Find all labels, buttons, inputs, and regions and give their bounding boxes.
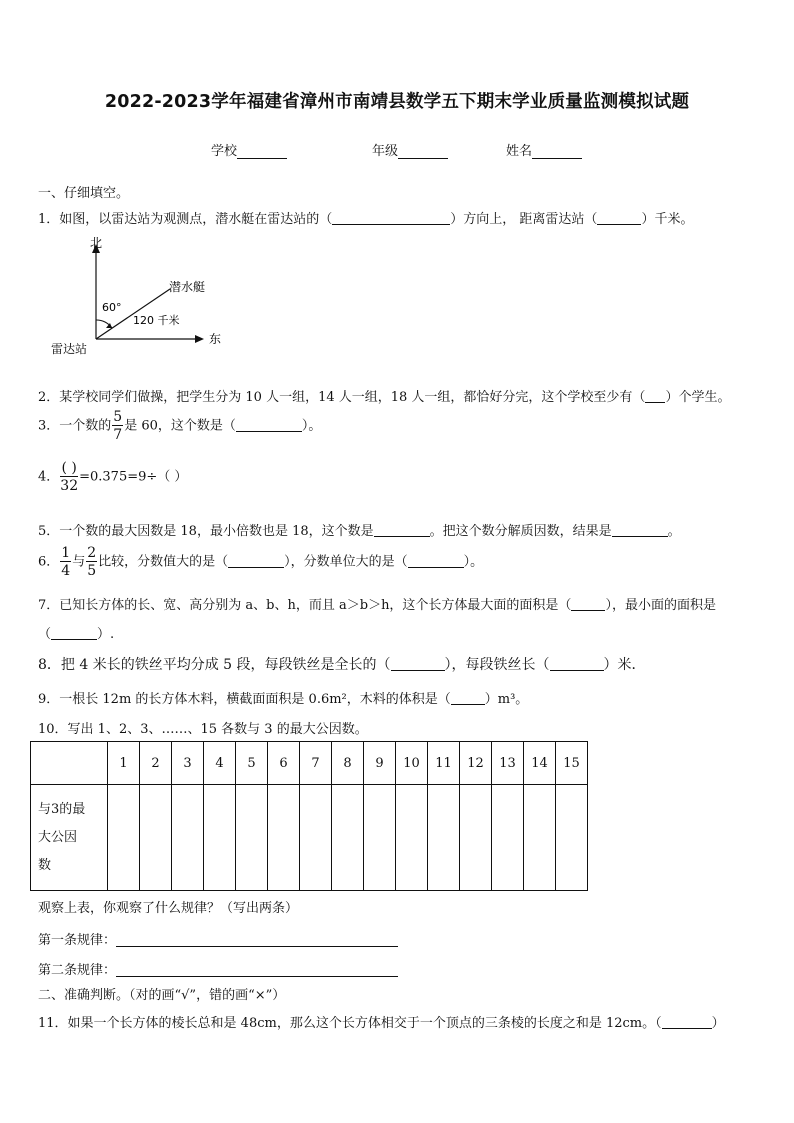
q5-blank-factorization[interactable]	[612, 523, 668, 537]
q3-text-b: 是 60，这个数是（	[124, 418, 236, 434]
q4-text: =0.375=9÷（ ）	[79, 469, 188, 485]
q6-fraction-1-denominator: 4	[61, 563, 71, 579]
question-1	[38, 208, 693, 227]
q4-fraction-denominator: 32	[60, 478, 79, 494]
rule-1	[38, 929, 398, 948]
q8-text-c: ）米．	[603, 657, 646, 673]
table-header-cell: 1	[108, 742, 140, 785]
answer-cell[interactable]	[492, 785, 524, 891]
q8-blank-fraction[interactable]	[391, 657, 445, 671]
q7-blank-largest[interactable]	[571, 597, 605, 611]
q1-blank-direction[interactable]	[332, 211, 450, 225]
table-header-cell: 3	[172, 742, 204, 785]
row-label-line: 与3的最	[38, 801, 86, 817]
school-label: 学校	[211, 144, 238, 159]
distance-label: 120 千米	[133, 314, 180, 327]
table-header-cell: 7	[300, 742, 332, 785]
grade-blank[interactable]	[398, 144, 448, 159]
grade-label: 年级	[372, 144, 399, 159]
q7-text-d: ）.	[97, 627, 115, 642]
q8-text-b: ），每段铁丝长（	[444, 657, 550, 673]
answer-cell[interactable]	[364, 785, 396, 891]
q6-text-b: ），分数单位大的是（	[284, 554, 408, 570]
question-number: 9．	[38, 692, 60, 707]
q3-fraction-denominator: 7	[113, 427, 123, 443]
angle-label: 60°	[102, 301, 122, 314]
rule-2-label: 第二条规律：	[38, 963, 117, 978]
question-number: 4．	[38, 469, 60, 485]
name-blank[interactable]	[532, 144, 582, 159]
q7-text-b: ），最小面的面积是	[605, 598, 716, 613]
table-header-cell: 6	[268, 742, 300, 785]
question-8	[38, 654, 646, 674]
q11-text-a: 如果一个长方体的棱长总和是 48cm，那么这个长方体相交于一个顶点的三条棱的长度之和是 12cm。（	[67, 1016, 662, 1031]
table-header-cell: 15	[556, 742, 588, 785]
q4-fraction	[60, 461, 78, 493]
q6-fraction-2	[86, 546, 97, 578]
school-blank[interactable]	[237, 144, 287, 159]
answer-cell[interactable]	[108, 785, 140, 891]
question-9	[38, 688, 528, 707]
row-label-line: 大公因	[38, 829, 78, 845]
question-7	[38, 594, 716, 613]
q3-fraction	[112, 410, 123, 442]
q1-text-c: ）千米。	[641, 212, 694, 227]
question-number: 3．	[38, 418, 60, 434]
table-header-cell: 4	[204, 742, 236, 785]
q6-fraction-1	[60, 546, 71, 578]
q6-fraction-1-numerator: 1	[61, 545, 71, 561]
rule-1-answer-line[interactable]	[116, 933, 398, 947]
question-number: 8．	[38, 657, 61, 673]
submarine-label: 潜水艇	[169, 280, 206, 294]
q8-blank-length[interactable]	[550, 657, 604, 671]
table-header-cell: 9	[364, 742, 396, 785]
q8-text-a: 把 4 米长的铁丝平均分成 5 段，每段铁丝是全长的（	[60, 657, 391, 673]
q6-fraction-2-numerator: 2	[87, 545, 97, 561]
q5-text-a: 一个数的最大因数是 18，最小倍数也是 18，这个数是	[59, 524, 374, 539]
answer-cell[interactable]	[140, 785, 172, 891]
q6-text-c: ）。	[463, 554, 484, 570]
question-6	[38, 546, 483, 578]
answer-cell[interactable]	[300, 785, 332, 891]
section-1-heading: 一、仔细填空。	[38, 186, 130, 201]
q3-fraction-numerator: 5	[113, 409, 123, 425]
question-10	[38, 718, 368, 737]
answer-cell[interactable]	[460, 785, 492, 891]
question-7-continued	[38, 623, 114, 642]
rule-2	[38, 959, 398, 978]
east-arrowhead	[195, 335, 204, 343]
table-corner-cell	[31, 742, 108, 785]
q11-text-b: ）	[711, 1016, 725, 1031]
q9-text-a: 一根长 12m 的长方体木料，横截面面积是 0.6m²，木料的体积是（	[59, 692, 451, 707]
question-number: 1．	[38, 212, 60, 227]
q11-blank[interactable]	[662, 1015, 712, 1029]
question-number: 10．	[38, 722, 68, 737]
grade-field	[372, 140, 448, 159]
school-field	[211, 140, 287, 159]
q9-text-b: ）m³。	[484, 692, 529, 707]
answer-cell[interactable]	[236, 785, 268, 891]
question-2	[38, 386, 730, 405]
q1-blank-distance[interactable]	[597, 211, 641, 225]
radar-diagram	[46, 232, 236, 362]
row-label-line: 数	[38, 857, 52, 873]
name-field	[506, 140, 582, 159]
answer-cell[interactable]	[396, 785, 428, 891]
q2-blank[interactable]	[645, 389, 665, 403]
question-number: 6．	[38, 554, 60, 570]
q6-fraction-2-denominator: 5	[87, 563, 97, 579]
gcd-table	[30, 741, 588, 891]
q6-text-a: 比较，分数值大的是（	[98, 554, 229, 570]
question-number: 7．	[38, 598, 60, 613]
q4-fraction-numerator-blank[interactable]: ( )	[61, 460, 77, 476]
q1-text-b: ）方向上， 距离雷达站（	[450, 212, 598, 227]
q2-text-a: 某学校同学们做操，把学生分为 10 人一组，14 人一组，18 人一组，都恰好分完，这个学校至少有（	[59, 390, 646, 405]
answer-cell[interactable]	[428, 785, 460, 891]
section-2-heading: 二、准确判断。（对的画“√”，错的画“×”）	[38, 988, 286, 1003]
table-header-row	[31, 742, 588, 785]
q7-text-a: 已知长方体的长、宽、高分别为 a、b、h，而且 a＞b＞h，这个长方体最大面的面积是（	[59, 598, 572, 613]
table-answer-row	[31, 785, 588, 891]
answer-cell[interactable]	[204, 785, 236, 891]
q3-text-a: 一个数的	[59, 418, 112, 434]
table-row-label	[31, 785, 108, 891]
q3-text-c: ）。	[301, 418, 322, 434]
q7-text-c: （	[38, 627, 52, 642]
answer-cell[interactable]	[556, 785, 588, 891]
q2-text-b: ）个学生。	[665, 390, 731, 405]
q1-text-a: 如图，以雷达站为观测点，潜水艇在雷达站的（	[59, 212, 333, 227]
answer-cell[interactable]	[524, 785, 556, 891]
question-11	[38, 1012, 725, 1031]
q3-blank[interactable]	[236, 418, 302, 432]
name-label: 姓名	[506, 144, 533, 159]
table-header-cell: 12	[460, 742, 492, 785]
answer-cell[interactable]	[332, 785, 364, 891]
q6-blank-value[interactable]	[228, 554, 284, 568]
q5-blank-number[interactable]	[374, 523, 430, 537]
table-header-cell: 13	[492, 742, 524, 785]
question-number: 11．	[38, 1016, 68, 1031]
table-header-cell: 8	[332, 742, 364, 785]
table-header-cell: 2	[140, 742, 172, 785]
question-3	[38, 410, 321, 442]
answer-cell[interactable]	[268, 785, 300, 891]
question-5	[38, 520, 681, 539]
table-header-cell: 5	[236, 742, 268, 785]
question-number: 2．	[38, 390, 60, 405]
q10-text: 写出 1、2、3、……、15 各数与 3 的最大公因数。	[67, 722, 368, 737]
question-4	[38, 461, 187, 493]
q6-mid: 与	[72, 554, 86, 570]
observe-prompt: 观察上表，你观察了什么规律？（写出两条）	[38, 901, 299, 916]
angle-arc-arrowhead	[106, 323, 112, 328]
table-header-cell: 11	[428, 742, 460, 785]
q5-text-b: 。把这个数分解质因数，结果是	[429, 524, 612, 539]
page-title: 2022-2023学年福建省漳州市南靖县数学五下期末学业质量监测模拟试题	[104, 92, 690, 112]
north-label: 北	[90, 236, 103, 250]
q5-text-c: 。	[667, 524, 681, 539]
answer-cell[interactable]	[172, 785, 204, 891]
station-label: 雷达站	[51, 342, 88, 356]
q7-blank-smallest[interactable]	[51, 626, 97, 640]
rule-2-answer-line[interactable]	[116, 963, 398, 977]
question-number: 5．	[38, 524, 60, 539]
table-header-cell: 14	[524, 742, 556, 785]
table-header-cell: 10	[396, 742, 428, 785]
q6-blank-unit[interactable]	[408, 554, 464, 568]
east-label: 东	[209, 332, 222, 346]
rule-1-label: 第一条规律：	[38, 933, 117, 948]
q9-blank[interactable]	[451, 691, 485, 705]
